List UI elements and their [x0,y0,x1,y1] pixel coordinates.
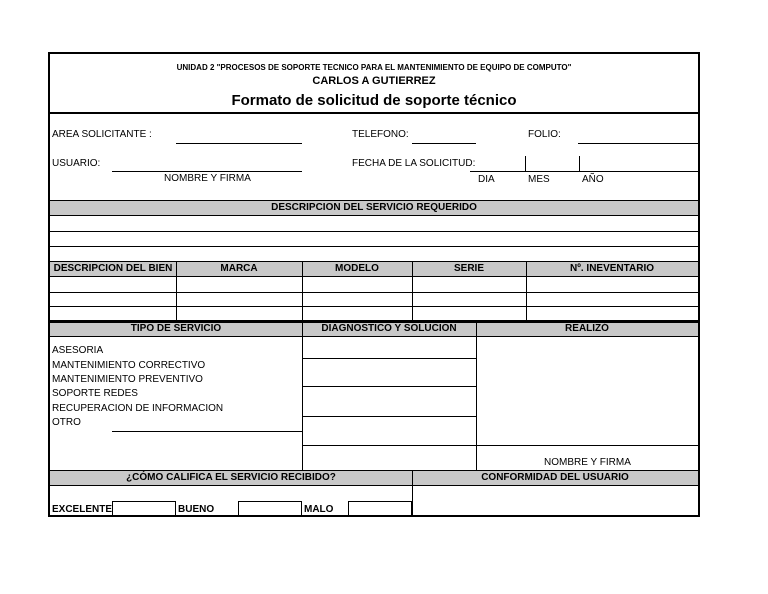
telefono-label: TELEFONO: [352,129,409,140]
otro-field[interactable] [112,431,302,432]
conformidad-header: CONFORMIDAD DEL USUARIO [481,472,629,483]
tipo-mant-preventivo[interactable]: MANTENIMIENTO PREVENTIVO [52,374,203,385]
fecha-divider [579,156,580,172]
malo-label: MALO [304,504,334,515]
descripcion-header: DESCRIPCION DEL SERVICIO REQUERIDO [50,200,698,216]
excelente-checkbox[interactable] [112,501,176,517]
col-divider [176,261,177,321]
diagnostico-line[interactable] [302,386,476,387]
col-modelo: MODELO [335,263,379,274]
realizo-header: REALIZÓ [565,323,609,334]
descripcion-line[interactable] [50,231,698,232]
realizo-nombre-firma: NOMBRE Y FIRMA [544,457,631,468]
unit-title: UNIDAD 2 "PROCESOS DE SOPORTE TECNICO PARA EL MANTENIMIENTO DE EQUIPO DE COMPUTO" [176,63,572,72]
rating-header: ¿CÓMO CALIFICA EL SERVICIO RECIBIDO? [126,472,336,483]
page-title: Formato de solicitud de soporte técnico [231,92,517,109]
anio-label: AÑO [582,174,604,185]
mes-label: MES [528,174,550,185]
usuario-field[interactable] [112,171,302,172]
bueno-label: BUENO [178,504,215,515]
tipo-soporte-redes[interactable]: SOPORTE REDES [52,388,138,399]
col-descripcion-bien: DESCRIPCION DEL BIEN [53,263,173,274]
excelente-label: EXCELENTE [52,504,113,515]
folio-label: FOLIO: [528,129,561,140]
malo-checkbox[interactable] [348,501,412,517]
descripcion-line[interactable] [50,246,698,247]
nombre-firma-label: NOMBRE Y FIRMA [164,173,251,184]
support-request-form [48,52,700,517]
fecha-field[interactable] [470,171,698,172]
bueno-checkbox[interactable] [238,501,302,517]
col-divider [412,261,413,321]
table-row[interactable] [50,306,698,307]
tipo-recuperacion[interactable]: RECUPERACION DE INFORMACION [52,403,224,414]
col-divider [302,261,303,321]
tipo-otro[interactable]: OTRO [52,417,81,428]
realizo-sign-line[interactable] [476,445,698,446]
folio-field[interactable] [578,143,698,144]
tipo-mant-correctivo[interactable]: MANTENIMIENTO CORRECTIVO [52,360,206,371]
tipo-servicio-header: TIPO DE SERVICIO [130,323,222,334]
dia-label: DIA [478,174,495,185]
fecha-divider [525,156,526,172]
author-name: CARLOS A GUTIERREZ [312,75,436,87]
usuario-label: USUARIO: [52,158,101,169]
col-inventario: Nº. INEVENTARIO [569,263,655,274]
table-row[interactable] [50,292,698,293]
diagnostico-header: DIAGNOSTICO Y SOLUCION [321,323,457,334]
col-serie: SERIE [453,263,484,274]
fecha-label: FECHA DE LA SOLICITUD: [352,158,476,169]
tipo-asesoria[interactable]: ASESORIA [52,345,104,356]
col-marca: MARCA [220,263,258,274]
diagnostico-line[interactable] [302,358,476,359]
col-divider [302,322,303,470]
telefono-field[interactable] [412,143,476,144]
col-divider [476,322,477,470]
area-solicitante-field[interactable] [176,143,302,144]
conformidad-field[interactable] [412,486,698,517]
area-solicitante-label: AREA SOLICITANTE : [52,129,152,140]
diagnostico-line[interactable] [302,445,476,446]
diagnostico-line[interactable] [302,416,476,417]
col-divider [526,261,527,321]
divider [50,112,698,114]
